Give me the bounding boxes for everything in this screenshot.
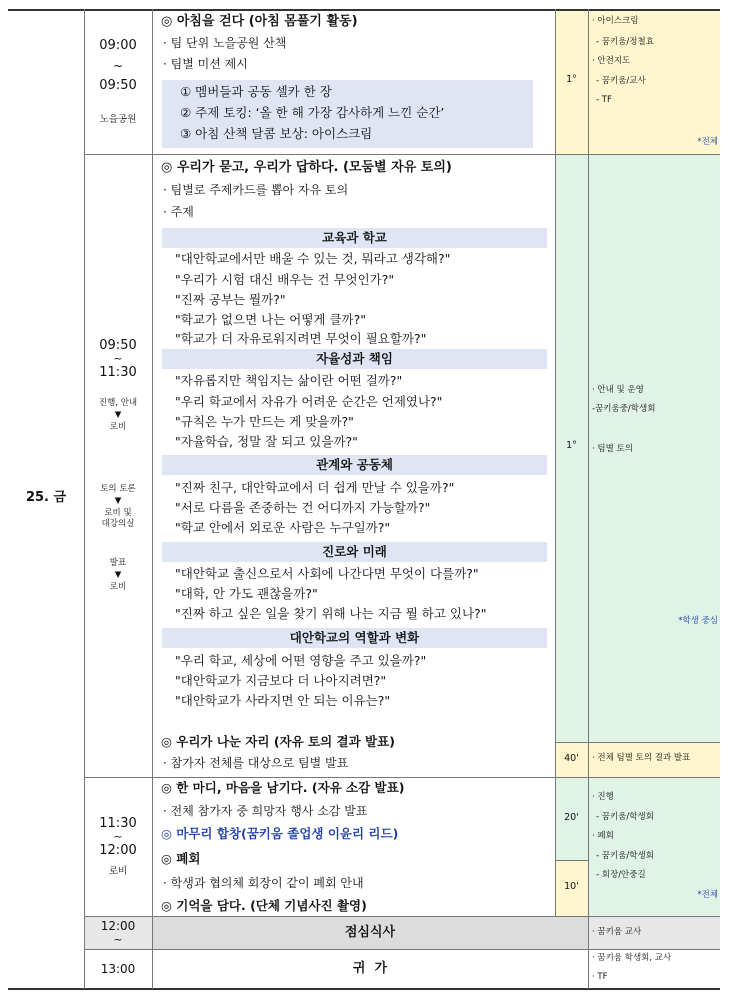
row-divider-3 <box>84 916 720 917</box>
s3-time-start: 11:30 <box>99 816 137 831</box>
duration-divider <box>555 860 588 861</box>
row-divider-4 <box>84 949 720 950</box>
col-divider-duration <box>588 9 589 989</box>
topic-0-question-0: "대안학교에서만 배울 수 있는 것, 뭐라고 생각해?" <box>175 251 451 266</box>
s2-flow-arrow-2: ▼ <box>114 570 122 580</box>
s3-note-1: - 꿈키움/학생회 <box>596 812 654 822</box>
table-top-border <box>8 9 720 11</box>
s1-mission-1: ② 주제 토킹: ‘올 한 해 가장 감사하게 느낀 순간’ <box>180 105 445 120</box>
topic-0-question-4: "학교가 더 자유로워지려면 무엇이 필요할까?" <box>175 331 427 346</box>
day-label: 25. 금 <box>25 490 67 505</box>
s1-note-3: - 꿈키움/교사 <box>596 76 646 86</box>
s3-song: ◎ 마무리 합창(꿈키움 졸업생 이윤리 리드) <box>161 826 399 841</box>
topic-2-question-2: "학교 안에서 외로운 사람은 누구일까?" <box>175 520 391 535</box>
topic-4-question-1: "대안학교가 지금보다 더 나아지려면?" <box>175 673 387 688</box>
topic-1-question-0: "자유롭지만 책임지는 삶이란 어떤 걸까?" <box>175 373 403 388</box>
s3-note-4: - 회장/안중길 <box>596 870 646 880</box>
s3-note-2: · 폐회 <box>592 831 614 841</box>
s3-photo: ◎ 기억을 담다. (단체 기념사진 촬영) <box>161 898 367 913</box>
s2-flow-arrow-0: ▼ <box>114 410 122 420</box>
topic-3-question-2: "진짜 하고 싶은 일을 찾기 위해 나는 지금 뭘 하고 있나?" <box>175 606 487 621</box>
row-divider-2 <box>84 777 720 778</box>
s1-mission-0: ① 멤버들과 공동 셀카 한 장 <box>180 84 332 99</box>
s3-note-0: · 진행 <box>592 792 614 802</box>
s2-title: ◎ 우리가 묻고, 우리가 답하다. (모둠별 자유 토의) <box>161 160 452 175</box>
topic-0-question-2: "진짜 공부는 뭘까?" <box>175 292 286 307</box>
s1-note-1: - 꿈키움/정철효 <box>596 37 654 47</box>
s2-flow-place-2: 로비 <box>109 582 127 592</box>
topic-header-4: 대안학교의 역할과 변화 <box>162 628 547 648</box>
topic-1-question-3: "자율학습, 정말 잘 되고 있을까?" <box>175 434 358 449</box>
topic-header-0: 교육과 학교 <box>162 228 547 248</box>
row-divider-1 <box>84 154 720 155</box>
topic-header-3: 진로와 미래 <box>162 542 547 562</box>
s2-result-duration: 40' <box>564 753 579 764</box>
s2-flow-step-2: 발표 <box>109 558 127 568</box>
s3-closing-bullet: · 학생과 협의체 회장이 같이 폐회 안내 <box>163 876 364 890</box>
s2-flow-step-0: 진행, 안내 <box>98 398 138 408</box>
topic-header-1: 자율성과 책임 <box>162 349 547 369</box>
s2-result-title: ◎ 우리가 나눈 자리 (자유 토의 결과 발표) <box>161 734 395 749</box>
s1-title: ◎ 아침을 걷다 (아침 몸풀기 활동) <box>161 14 358 29</box>
col-divider-content <box>555 9 556 916</box>
s1-bullet-1: · 팀별 미션 제시 <box>163 57 248 71</box>
s1-place: 노을공원 <box>99 114 137 125</box>
s2-note-2: · 팀별 토의 <box>592 444 633 454</box>
s1-note-2: · 안전지도 <box>592 56 631 66</box>
lunch-time-sep: ~ <box>113 933 123 946</box>
s2-bullet-0: · 팀별로 주제카드를 뽑아 자유 토의 <box>163 183 349 197</box>
s2-target: *학생 중심 <box>678 616 718 626</box>
s2-time-start: 09:50 <box>99 338 137 353</box>
s1-target: *전체 <box>697 137 718 147</box>
result-divider <box>555 742 720 743</box>
s2-flow-arrow-1: ▼ <box>114 496 122 506</box>
table-bottom-border <box>8 988 720 990</box>
lunch-time: 12:00 <box>100 919 136 933</box>
s3-closing: ◎ 폐회 <box>161 851 201 866</box>
s3-duration-2: 10' <box>564 881 579 892</box>
s3-time-end: 12:00 <box>99 843 137 858</box>
topic-1-question-2: "규칙은 누가 만드는 게 맞을까?" <box>175 414 354 429</box>
s2-flow-place-1: 로비 및 대강의실 <box>101 508 135 529</box>
s1-mission-2: ③ 아침 산책 달콤 보상: 아이스크림 <box>180 126 373 141</box>
s2-result-bullet: · 참가자 전체를 대상으로 팀별 발표 <box>163 756 349 770</box>
s3-time-sep: ~ <box>113 830 123 843</box>
s1-time-sep: ~ <box>112 59 124 73</box>
s1-bullet-0: · 팀 단위 노을공원 산책 <box>163 36 287 50</box>
topic-header-2: 관계와 공동체 <box>162 455 547 475</box>
s2-note-0: · 안내 및 운영 <box>592 385 644 395</box>
s3-note-3: - 꿈키움/학생회 <box>596 851 654 861</box>
s2-result-note: · 전체 팀별 토의 결과 발표 <box>592 753 691 763</box>
topic-2-question-1: "서로 다름을 존중하는 건 어디까지 가능할까?" <box>175 500 431 515</box>
topic-2-question-0: "진짜 친구, 대안학교에서 더 쉽게 만날 수 있을까?" <box>175 480 455 495</box>
col-divider-time <box>152 9 153 989</box>
s3-title: ◎ 한 마디, 마음을 남기다. (자유 소감 발표) <box>161 780 405 795</box>
lunch-note: · 꿈키움 교사 <box>592 927 642 937</box>
s1-time-end: 09:50 <box>99 78 137 93</box>
topic-3-question-0: "대안학교 출신으로서 사회에 나간다면 무엇이 다를까?" <box>175 566 479 581</box>
topic-3-question-1: "대학, 안 가도 괜찮을까?" <box>175 586 318 601</box>
topic-4-question-0: "우리 학교, 세상에 어떤 영향을 주고 있을까?" <box>175 653 427 668</box>
s2-duration: 1° <box>566 440 577 451</box>
s2-note-1: -꿈키움중/학생회 <box>592 404 656 414</box>
topic-1-question-1: "우리 학교에서 자유가 어려운 순간은 언제였나?" <box>175 394 443 409</box>
home-note-0: · 꿈키움 학생회, 교사 <box>592 953 672 963</box>
topic-4-question-2: "대안학교가 사라지면 안 되는 이유는?" <box>175 693 391 708</box>
s1-time-start: 09:00 <box>99 38 137 53</box>
s3-bullet: · 전체 참가자 중 희망자 행사 소감 발표 <box>163 804 368 818</box>
topic-0-question-1: "우리가 시험 대신 배우는 건 무엇인가?" <box>175 272 395 287</box>
s2-flow-step-1: 토의 토론 <box>100 484 136 494</box>
home-label: 귀 가 <box>352 961 388 976</box>
home-time: 13:00 <box>100 962 136 976</box>
s2-time-sep: ~ <box>113 352 123 365</box>
home-note-1: · TF <box>592 972 608 982</box>
s1-note-4: - TF <box>596 95 612 105</box>
s3-duration-1: 20' <box>564 812 579 823</box>
topic-0-question-3: "학교가 없으면 나는 어떻게 클까?" <box>175 312 367 327</box>
lunch-label: 점심식사 <box>344 925 396 940</box>
s1-note-0: · 아이스크림 <box>592 16 639 26</box>
s3-target: *전체 <box>697 890 718 900</box>
s2-time-end: 11:30 <box>99 365 137 380</box>
s3-place: 로비 <box>108 866 128 877</box>
s1-duration: 1° <box>566 74 577 85</box>
s2-bullet-1: · 주제 <box>163 205 194 219</box>
s2-flow-place-0: 로비 <box>109 422 127 432</box>
